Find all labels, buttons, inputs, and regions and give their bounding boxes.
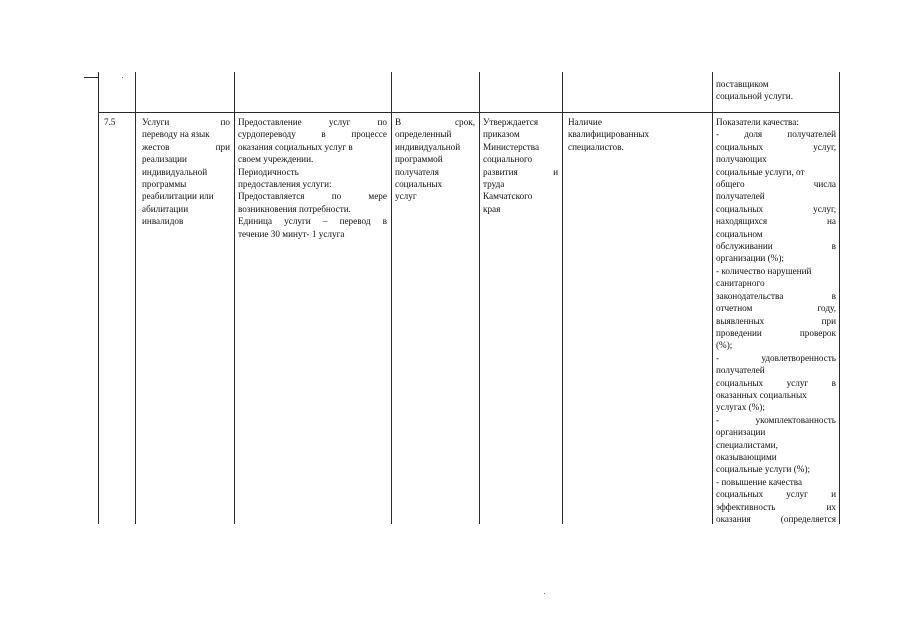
row-number: 7.5 [104,117,116,127]
cell-text-line: возникновения потребности. [238,203,351,214]
cell-text-line: течение 30 минут- 1 услуга [238,228,345,239]
table-border-right [839,72,840,524]
cell-text-line: санитарного [716,278,765,289]
cell-word: в [831,241,836,252]
quality-indicators-cell [716,116,836,525]
cell-word: общего [716,179,745,190]
cell-text-line: абилитации [142,203,189,214]
cell-word: на [827,216,836,227]
cell-text-line: оказания социальных услуг в [238,141,353,152]
cell-text-line: Министерства [483,141,540,152]
cell-word: отчетном [716,303,753,314]
cell-text-line: услуг [395,191,417,202]
cell-text-line: - повышение качества [716,476,803,487]
cell-word: социальных [716,141,764,152]
service-conditions-cell [568,116,708,153]
row-separator [98,112,840,113]
cell-word: – [322,216,328,227]
cell-word: выявленных [716,315,765,326]
cell-word: социальных [716,489,764,500]
cell-text-line: индивидуальной [142,166,208,177]
cell-word: услуг, [813,141,836,152]
cell-word: проведении [716,327,762,338]
scan-speck [122,77,123,78]
cell-word: по [331,191,342,202]
scan-speck [544,593,545,594]
cell-word: - [716,414,720,425]
table-border-left [98,72,99,524]
cell-text-line: реализации [142,154,187,165]
cell-text-line: индивидуальной [395,141,461,152]
cell-text-line [142,116,230,128]
cell-text-line: социальные услуги (%); [716,464,811,475]
cell-text-line [238,215,387,227]
cell-text-line: края [483,203,501,214]
cell-word: услуг [786,489,808,500]
cell-word: эффективность [716,501,776,512]
cell-text-line: инвалидов [142,216,184,227]
cell-word: услуг, [813,203,836,214]
cell-word: - [716,352,720,363]
cell-text-line [716,240,836,252]
cell-word: обслуживании [716,241,773,252]
cell-text-line [716,141,836,153]
cell-text-line [395,116,475,128]
cell-text-line: определенный [395,129,452,140]
cell-word: году, [817,303,836,314]
cell-word: Предоставление [238,117,302,127]
cell-text-line: Наличие [568,117,602,127]
cell-text-line [238,190,387,202]
cell-text-line [716,327,836,339]
cell-word: В [395,117,402,127]
cell-word: Единица [238,216,273,227]
cell-word: Услуги [142,117,170,127]
prev-row-line: социальной услуги. [716,91,793,102]
cell-text-line: - количество нарушений [716,265,812,276]
row-number-cell [104,116,132,128]
cell-text-line [716,377,836,389]
cell-word: социальных [716,377,764,388]
service-description-cell [238,116,387,240]
cell-text-line: получателя [395,166,439,177]
cell-text-line: оказывающими [716,451,777,462]
cell-text-line: Утверждается [483,117,539,127]
cell-text-line: труда [483,179,505,190]
cell-word: находящихся [716,216,768,227]
table-divider-3 [391,72,392,524]
cell-word: оказания [716,514,751,524]
cell-text-line [238,116,387,128]
cell-text-line: оказанных социальных [716,389,807,400]
cell-text-line: организации [716,427,766,438]
cell-word: в [382,216,387,227]
cell-text-line: своем учреждении. [238,154,314,165]
cell-text-line: квалифицированных [568,129,650,140]
cell-word: проверок [799,327,836,338]
cell-text-line [142,141,230,153]
cell-text-line: переводу на язык [142,129,210,140]
cell-text-line [716,488,836,500]
cell-word: по [220,117,230,127]
table-divider-6 [712,72,713,524]
cell-text-line: Периодичность [238,166,299,177]
cell-text-line: получающих [716,154,767,165]
cell-text-line [716,128,836,140]
cell-word: в [831,377,836,388]
cell-text-line: программой [395,154,443,165]
service-name-cell [142,116,230,228]
cell-text-line [716,203,836,215]
cell-word: перевод [339,216,371,227]
cell-word: укомплектованность [755,414,836,425]
cell-word: в [831,290,836,301]
cell-word: и [553,166,558,177]
cell-text-line [716,414,836,426]
cell-word: услуг [786,377,809,388]
cell-text-line: (%); [716,340,733,351]
cell-text-line: социальных [395,179,443,190]
cell-word: доля [744,129,763,140]
cell-text-line [716,315,836,327]
cell-word: - [716,129,720,140]
cell-text-line: организации (%); [716,253,784,264]
prev-row-line: поставщиком [716,79,769,89]
cell-text-line [716,501,836,513]
cell-word: (определяется [780,514,836,524]
cell-text-line [716,352,836,364]
service-term-cell [395,116,475,203]
cell-word: процессе [351,129,387,140]
cell-text-line [238,128,387,140]
cell-text-line: получателей [716,191,765,202]
cell-text-line [716,215,836,227]
cell-word: услуг [328,117,351,127]
cell-word: социальных [716,203,764,214]
cell-word: услуги [284,216,311,227]
cell-word: числа [813,179,836,190]
cell-word: развития [483,166,518,177]
cell-text-line [716,302,836,314]
cell-text-line: приказом [483,129,520,140]
cell-text-line [716,178,836,190]
cell-word: мере [368,191,387,202]
cell-text-line: социальные услуги, от [716,166,805,177]
cell-text-line: специалистами, [716,439,778,450]
cell-text-line [483,166,558,178]
table-top-partial-left [84,77,99,78]
service-tariff-cell [483,116,558,215]
cell-text-line: специалистов. [568,141,624,152]
cell-word: по [377,117,387,127]
cell-word: их [826,501,836,512]
cell-text-line [716,290,836,302]
cell-text-line: получателей [716,365,765,376]
cell-word: в [321,129,326,140]
cell-word: получателей [787,129,836,140]
cell-text-line: социального [483,154,533,165]
cell-word: срок, [454,117,475,127]
cell-word: удовлетворенность [761,352,836,363]
prev-row-indicators-cell [716,78,836,103]
cell-text-line: предоставления услуги: [238,179,332,190]
cell-text-line: социальном [716,228,763,239]
cell-word: при [215,141,230,152]
cell-word: законодательства [716,290,784,301]
cell-text-line [716,513,836,525]
cell-text-line: программы [142,179,187,190]
cell-text-line: услугах (%); [716,402,765,413]
cell-word: Предоставляется [238,191,305,202]
cell-text-line: Камчатского [483,191,533,202]
cell-text-line: реабилитации или [142,191,214,202]
table-divider-5 [562,72,563,524]
table-divider-2 [234,72,235,524]
cell-text-line: Показатели качества: [716,117,799,127]
table-divider-4 [479,72,480,524]
table-divider-1 [135,72,136,524]
cell-word: при [821,315,836,326]
cell-word: и [831,489,836,500]
cell-word: сурдопереводу [238,129,296,140]
cell-word: жестов [142,141,170,152]
